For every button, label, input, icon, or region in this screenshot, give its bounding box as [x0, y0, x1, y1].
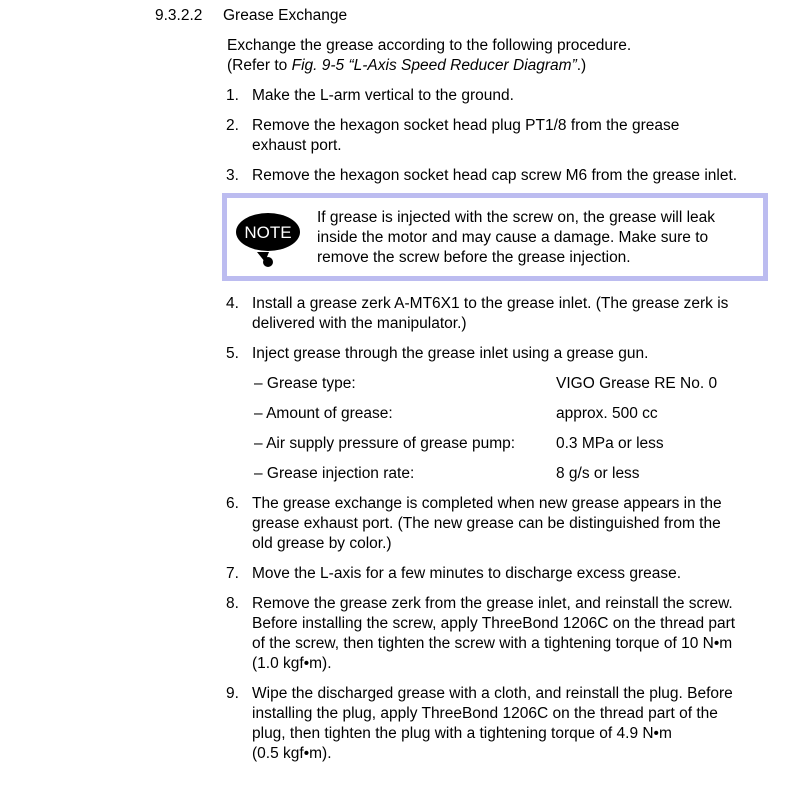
- step-3-number: 3.: [226, 167, 239, 184]
- step-6-text: The grease exchange is completed when new grease appears in the: [252, 495, 722, 512]
- spec-label: – Grease type:: [254, 375, 356, 392]
- section-number: 9.3.2.2: [155, 7, 203, 24]
- step-9-text: plug, then tighten the plug with a tightening torque of 4.9 N•m: [252, 725, 672, 742]
- step-9-text: installing the plug, apply ThreeBond 1206C on the thread part of the: [252, 705, 718, 722]
- spec-label: – Grease injection rate:: [254, 465, 415, 482]
- step-7-number: 7.: [226, 565, 239, 582]
- spec-value: 0.3 MPa or less: [556, 435, 664, 452]
- step-9-number: 9.: [226, 685, 239, 702]
- step-4-number: 4.: [226, 295, 239, 312]
- step-4-text: Install a grease zerk A-MT6X1 to the grease inlet. (The grease zerk is: [252, 295, 729, 312]
- step-6-number: 6.: [226, 495, 239, 512]
- step-8-text: (1.0 kgf•m).: [252, 655, 332, 672]
- note-text: inside the motor and may cause a damage. Make sure to: [317, 229, 709, 246]
- step-5-text: Inject grease through the grease inlet using a grease gun.: [252, 345, 649, 362]
- step-1-number: 1.: [226, 87, 239, 104]
- step-5-number: 5.: [226, 345, 239, 362]
- step-3-text: Remove the hexagon socket head cap screw M6 from the grease inlet.: [252, 167, 738, 184]
- step-4-text: delivered with the manipulator.): [252, 315, 467, 332]
- step-8-text: Remove the grease zerk from the grease inlet, and reinstall the screw.: [252, 595, 733, 612]
- note-icon-label: NOTE: [244, 223, 292, 242]
- step-8-number: 8.: [226, 595, 239, 612]
- step-8-text: Before installing the screw, apply ThreeBond 1206C on the thread part: [252, 615, 736, 632]
- note-text: If grease is injected with the screw on, the grease will leak: [317, 209, 716, 226]
- step-1-text: Make the L-arm vertical to the ground.: [252, 87, 514, 104]
- intro-reference: (Refer to Fig. 9-5 “L-Axis Speed Reducer Diagram”.): [227, 57, 587, 74]
- spec-label: – Air supply pressure of grease pump:: [254, 435, 516, 452]
- spec-value: approx. 500 cc: [556, 405, 658, 422]
- spec-value: VIGO Grease RE No. 0: [556, 375, 718, 392]
- spec-value: 8 g/s or less: [556, 465, 640, 482]
- spec-label: – Amount of grease:: [254, 405, 393, 422]
- step-2-text: exhaust port.: [252, 137, 342, 154]
- note-icon: [235, 212, 301, 268]
- note-text: remove the screw before the grease injection.: [317, 249, 631, 266]
- step-6-text: old grease by color.): [252, 535, 392, 552]
- step-6-text: grease exhaust port. (The new grease can be distinguished from the: [252, 515, 721, 532]
- step-2-number: 2.: [226, 117, 239, 134]
- step-7-text: Move the L-axis for a few minutes to discharge excess grease.: [252, 565, 682, 582]
- section-title: Grease Exchange: [223, 7, 348, 24]
- intro-text: Exchange the grease according to the following procedure.: [227, 37, 632, 54]
- figure-reference: Fig. 9-5 “L-Axis Speed Reducer Diagram”: [291, 57, 577, 74]
- step-8-text: of the screw, then tighten the screw with a tightening torque of 10 N•m: [252, 635, 733, 652]
- step-9-text: (0.5 kgf•m).: [252, 745, 332, 762]
- step-2-text: Remove the hexagon socket head plug PT1/8 from the grease: [252, 117, 680, 134]
- step-9-text: Wipe the discharged grease with a cloth, and reinstall the plug. Before: [252, 685, 733, 702]
